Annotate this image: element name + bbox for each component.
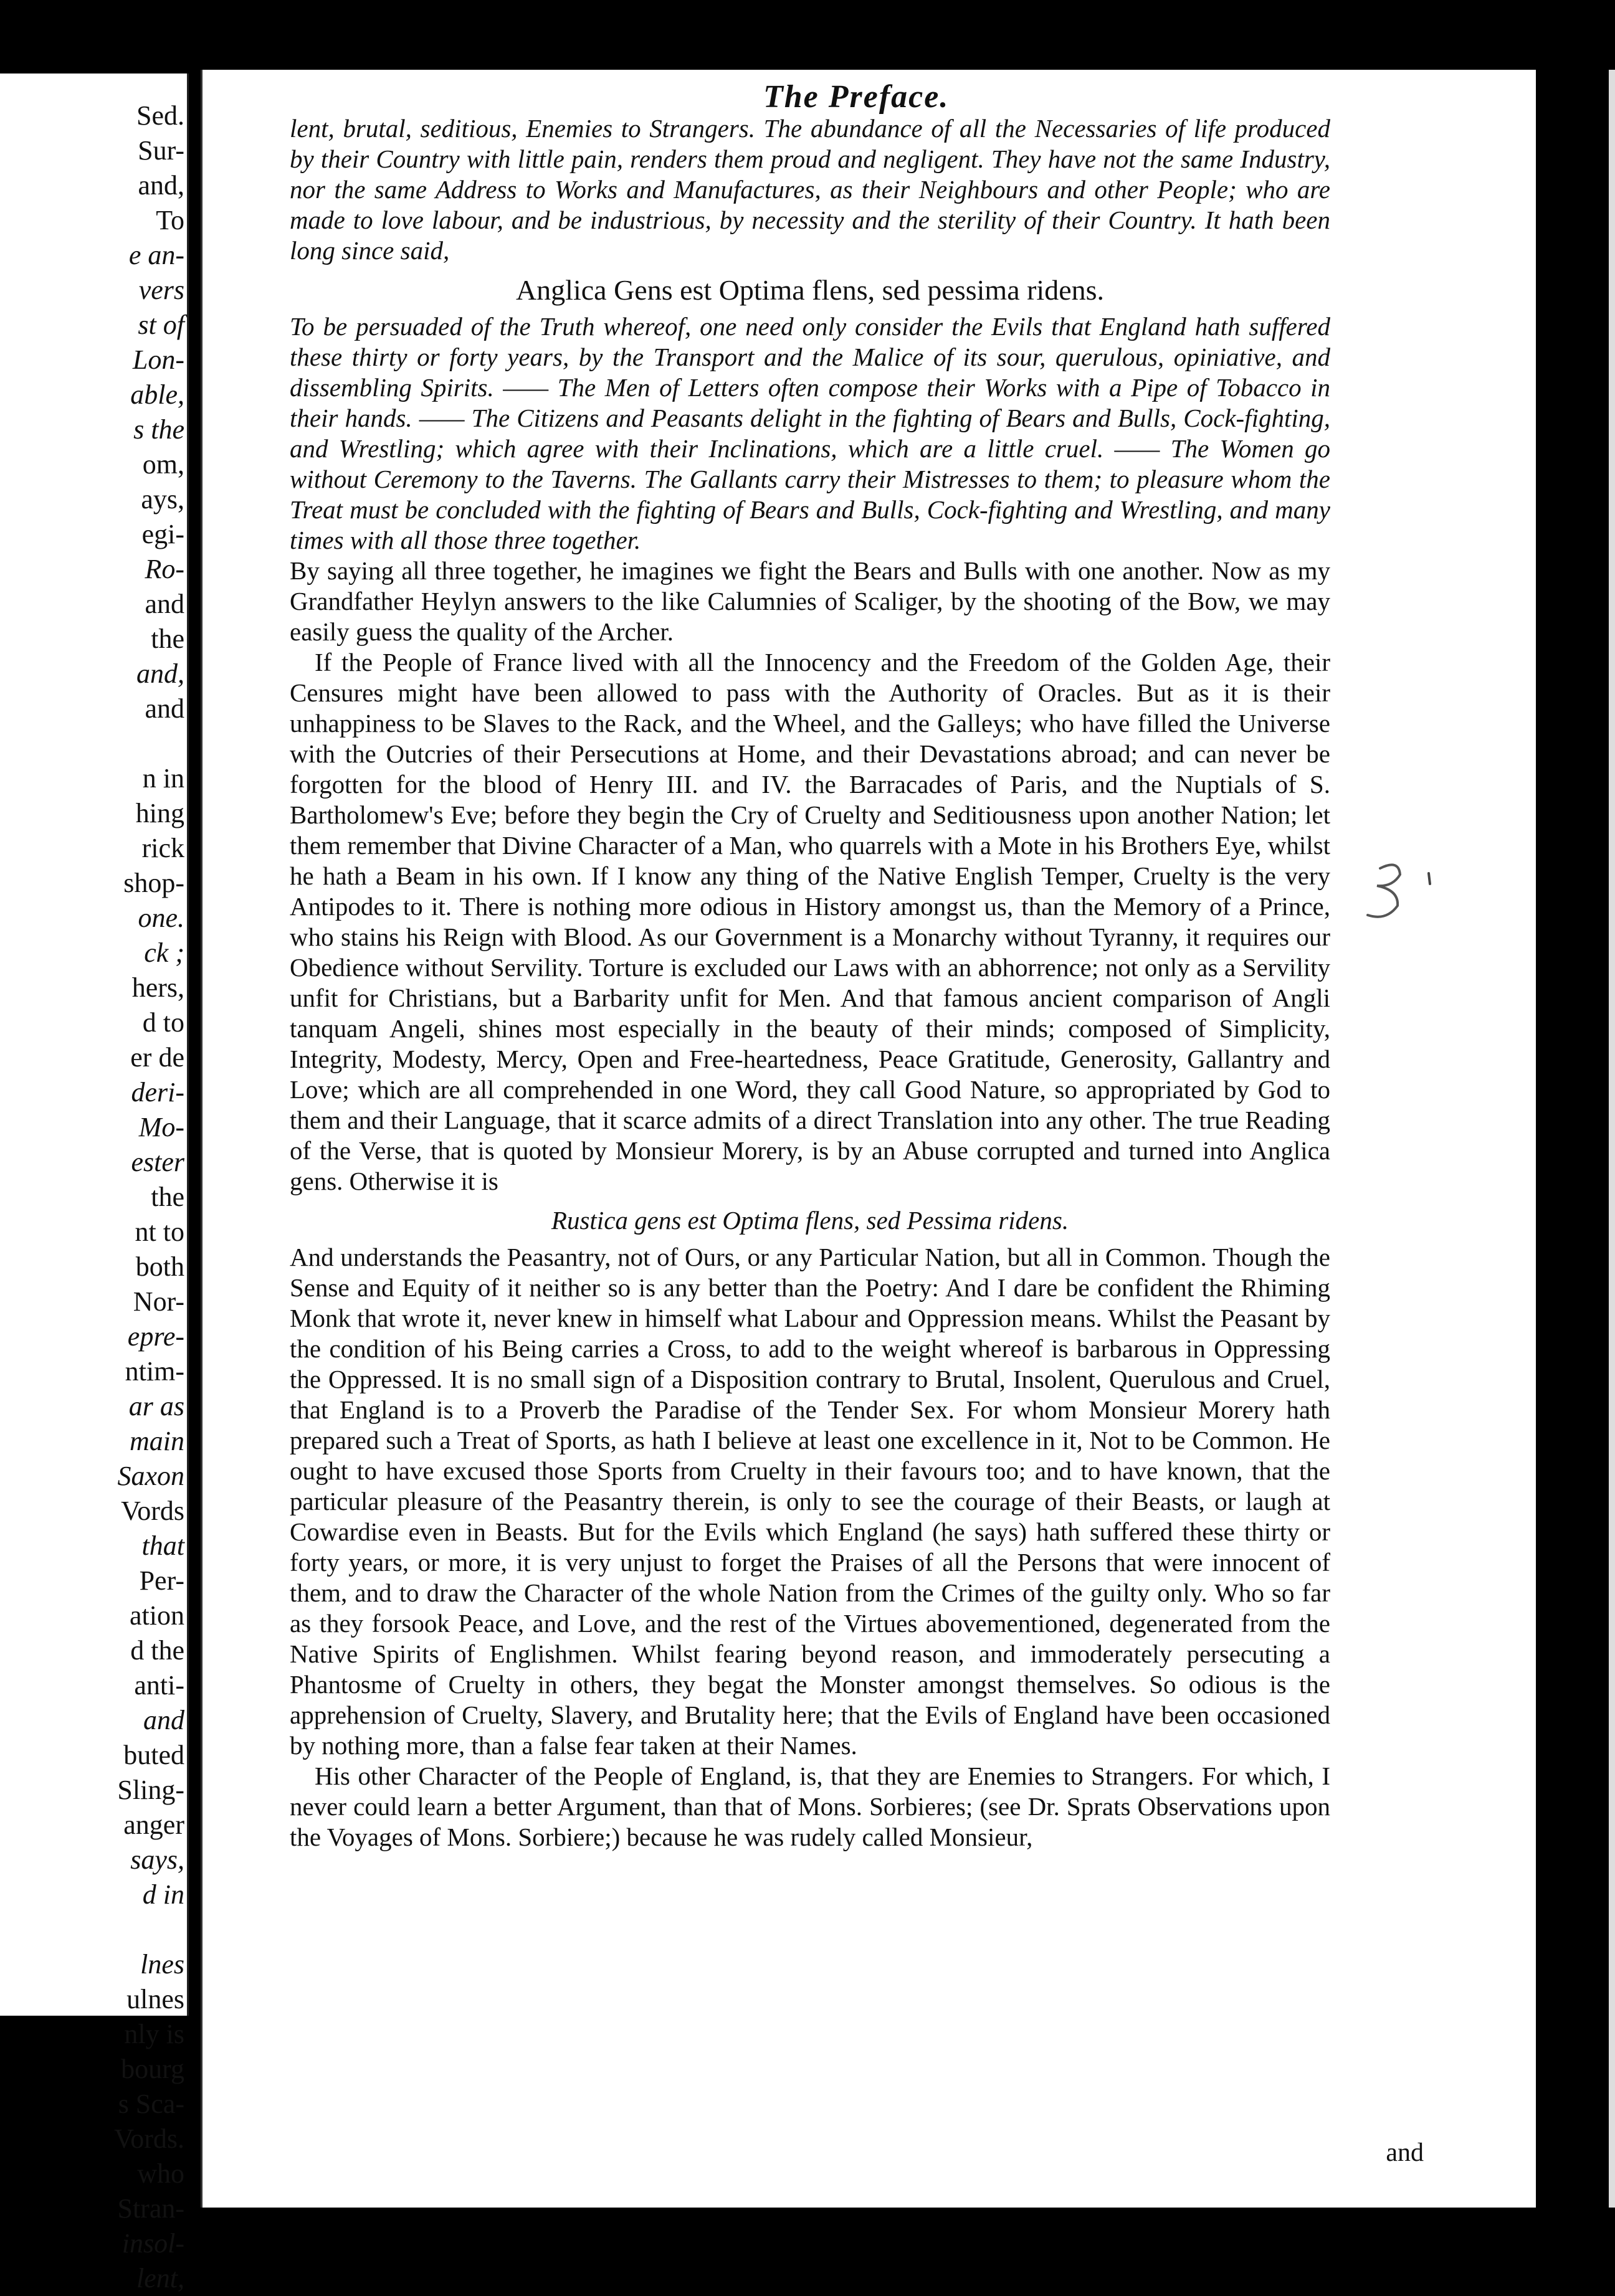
facing-page-gap — [0, 1912, 184, 1947]
facing-page-line: ulnes — [126, 1984, 184, 2014]
facing-page-line: vers — [138, 275, 184, 305]
facing-page-line: ar as — [128, 1391, 184, 1421]
paragraph-strangers: His other Character of the People of England, is, that they are Enemies to Strangers. For which, I never could learn a better Argument, than that of Mons. Sorbieres; (see Dr. Sprats Observations upon the Voyages of Mons. Sorbiere;) because he was rudely called Monsieur, — [290, 1762, 1330, 1851]
facing-page-line: both — [135, 1251, 184, 1282]
facing-page-line: Nor- — [133, 1286, 184, 1317]
facing-page-line: Saxon — [117, 1461, 184, 1491]
facing-page-line: who — [137, 2158, 184, 2189]
facing-page-line: and — [143, 1705, 184, 1735]
facing-page-line: er de — [130, 1042, 184, 1073]
catchword: and — [1386, 2138, 1424, 2167]
facing-page-line: rick — [141, 833, 184, 863]
page-body — [290, 113, 1330, 1852]
facing-page-line: d to — [142, 1007, 184, 1038]
facing-page-line: Mo- — [138, 1112, 184, 1142]
facing-page-line: e an- — [128, 240, 184, 270]
facing-page-line: To — [156, 205, 184, 235]
facing-page-line: Ro- — [145, 554, 184, 584]
facing-page-line: main — [130, 1426, 184, 1456]
facing-page-line: ays, — [141, 484, 184, 515]
facing-page-line: bourg — [121, 2054, 184, 2084]
facing-page-line: s Sca- — [118, 2089, 184, 2119]
pencil-annotation-mark — [1355, 856, 1442, 931]
facing-page-line: om, — [142, 449, 184, 480]
facing-page-line: ation — [130, 1600, 184, 1631]
facing-page-line: that — [141, 1530, 184, 1561]
facing-page-line: anger — [123, 1810, 184, 1840]
paragraph-peasantry: And understands the Peasantry, not of Ours, or any Particular Nation, but all in Common. Though the Sense and Equity of it neither so is any better than the Poetry: And I dare be confident the Rhiming Monk that wrote it, never knew in himself what Labour and Oppression means. Whilst the Peasant by the condition of his Being carries a Cross, to add to the weight whereof is barbarous in Oppressing the Oppressed. It is no small sign of a Disposition contrary to Brutal, Insolent, Querulous and Cruel, that England is to a Proverb the Paradise of the Tender Sex. For whom Monsieur Morery hath prepared such a Treat of Sports, as hath I believe at least one excellence in it, Not to be Common. He ought to have excused those Sports from Cruelty in their favours too; and to have known, that the particular pleasure of the Peasantry therein, is only to see the courage of their Beasts, or laugh at Cowardise even in Beasts. But for the Evils which England (he says) hath suffered these thirty or forty years, or more, it is very unjust to forget the Praises of all the Persons that were innocent of them, and to draw the Character of the whole Nation from the Crimes of the guilty only. Who so far as they forsook Peace, and Love, and the rest of the Virtues abovementioned, degenerated from the Native Spirits of Englishmen. Whilst fearing beyond reason, and immoderately persecuting a Phantosme of Cruelty in others, they begat the Monster amongst themselves. So odious is the apprehension of Cruelty, Slavery, and Brutality here; that the Evils of England have been occasioned by nothing more, than a false fear taken at their Names. — [290, 1243, 1330, 1760]
facing-page-line: ck ; — [144, 937, 184, 968]
facing-page-line: and, — [138, 170, 184, 201]
facing-page-line: s the — [133, 414, 184, 445]
facing-page-gap — [0, 726, 184, 761]
facing-page-line: nt to — [135, 1217, 184, 1247]
facing-page-line: ester — [131, 1147, 184, 1177]
facing-page-line: n in — [142, 763, 184, 794]
latin-verse-rustica: Rustica gens est Optima flens, sed Pessima ridens. — [551, 1206, 1069, 1235]
facing-page-line: lnes — [140, 1949, 184, 1980]
paragraph-france: If the People of France lived with all the Innocency and the Freedom of the Golden Age, their Censures might have been allowed to pass with the Authority of Oracles. But as it is their unhappiness to be Slaves to the Rack, and the Wheel, and the Galleys; who have filled the Universe with the Outcries of their Persecutions at Home, and their Devastations abroad; and can never be forgotten for the blood of Henry III. and IV. the Barracades of Paris, and the Nuptials of S. Bartholomew's Eve; before they begin the Cry of Cruelty and Seditiousness upon another Nation; let them remember that Divine Character of a Man, who quarrels with a Mote in his Brothers Eye, whilst he hath a Beam in his own. If I know any thing of the Native English Temper, Cruelty is the very Antipodes to it. There is nothing more odious in History amongst us, than the Memory of a Prince, who stains his Reign with Blood. As our Government is a Monarchy without Tyranny, it requires our Obedience without Servility. Torture is excluded our Laws with an abhorrence; not only as a Servility unfit for Christians, but a Barbarity unfit for Men. And that famous ancient comparison of Angli tanquam Angeli, shines most especially in the beauty of their minds; composed of Simplicity, Integrity, Modesty, Mercy, Open and Free-heartedness, Peace Gratitude, Generosity, Gallantry and Love; which are all comprehended in one Word, they call Good Nature, so appropriated by God to them and their Language, that it scarce admits of a direct Translation into any other. The true Reading of the Verse, that is quoted by Monsieur Morery, is by an Abuse corrupted and turned into Anglica gens. Otherwise it is — [290, 648, 1330, 1195]
book-page — [201, 70, 1536, 2208]
facing-page-line: deri- — [131, 1077, 184, 1108]
facing-page-line-ends — [0, 98, 187, 2296]
facing-page-line: able, — [130, 379, 184, 410]
facing-page-line: Sling- — [117, 1775, 184, 1805]
facing-page-line: hing — [135, 798, 184, 828]
facing-page-line: and — [145, 693, 184, 724]
facing-page-line: the — [151, 1182, 184, 1212]
facing-page-line: one. — [138, 903, 184, 933]
facing-page-line: nly is — [124, 2019, 184, 2049]
facing-page-line: d the — [130, 1635, 184, 1666]
facing-page-line: egi- — [141, 519, 184, 549]
facing-page-line: and — [145, 589, 184, 619]
facing-page-line: says, — [130, 1844, 184, 1875]
opening-paragraph: lent, brutal, seditious, Enemies to Strangers. The abundance of all the Necessaries of life produced by their Country with little pain, renders them proud and negligent. They have not the same Industry, nor the same Address to Works and Manufactures, as their Neighbours and other People; who are made to love labour, and be industrious, by necessity and the sterility of their Country. It hath been long since said, — [290, 114, 1330, 265]
facing-page-line: lent, — [136, 2263, 184, 2294]
facing-page-fragment — [0, 74, 189, 2294]
facing-page-line: buted — [123, 1740, 184, 1770]
paragraph-by-saying: By saying all three together, he imagines we fight the Bears and Bulls with one another. Now as my Grandfather Heylyn answers to the like Calumnies of Scaliger, by the shooting of the Bow, we may easily guess the quality of the Archer. — [290, 556, 1330, 646]
facing-page-line: shop- — [123, 868, 184, 898]
facing-page-line: Vords — [121, 1496, 184, 1526]
facing-page-line: Vords. — [114, 2123, 184, 2154]
facing-page-line: the — [151, 624, 184, 654]
running-head: The Preface. — [763, 79, 950, 115]
facing-page-line: epre- — [127, 1321, 184, 1352]
facing-page-line: ntim- — [125, 1356, 184, 1387]
facing-page-line: d in — [142, 1879, 184, 1910]
facing-page-line: insol- — [121, 2228, 184, 2259]
facing-page-line: Lon- — [132, 344, 184, 375]
facing-page-line: st of — [138, 310, 184, 340]
latin-verse-anglica: Anglica Gens est Optima flens, sed pessima ridens. — [515, 274, 1105, 306]
facing-page-line: and, — [136, 658, 184, 689]
facing-page-line: Per- — [139, 1565, 184, 1596]
scan-edge — [1609, 70, 1615, 2208]
facing-page-line: anti- — [134, 1670, 184, 1701]
quoted-passage: To be persuaded of the Truth whereof, one need only consider the Evils that England hath suffered these thirty or forty years, by the Transport and the Malice of its sour, querulous, opiniative, and dissembling Spirits. —— The Men of Letters often compose their Works with a Pipe of Tobacco in their hands. —— The Citizens and Peasants delight in the fighting of Bears and Bulls, Cock-fighting, and Wrestling; which agree with their Inclinations, which are a little cruel. —— The Women go without Ceremony to the Taverns. The Gallants carry their Mistresses to them; to pleasure whom the Treat must be concluded with the fighting of Bears and Bulls, Cock-fighting and Wrestling, and many times with all those three together. — [290, 312, 1330, 554]
facing-page-line: Sed. — [136, 100, 184, 131]
facing-page-line: Stran- — [117, 2193, 184, 2224]
facing-page-line: hers, — [131, 972, 184, 1003]
facing-page-line: Sur- — [138, 135, 184, 166]
